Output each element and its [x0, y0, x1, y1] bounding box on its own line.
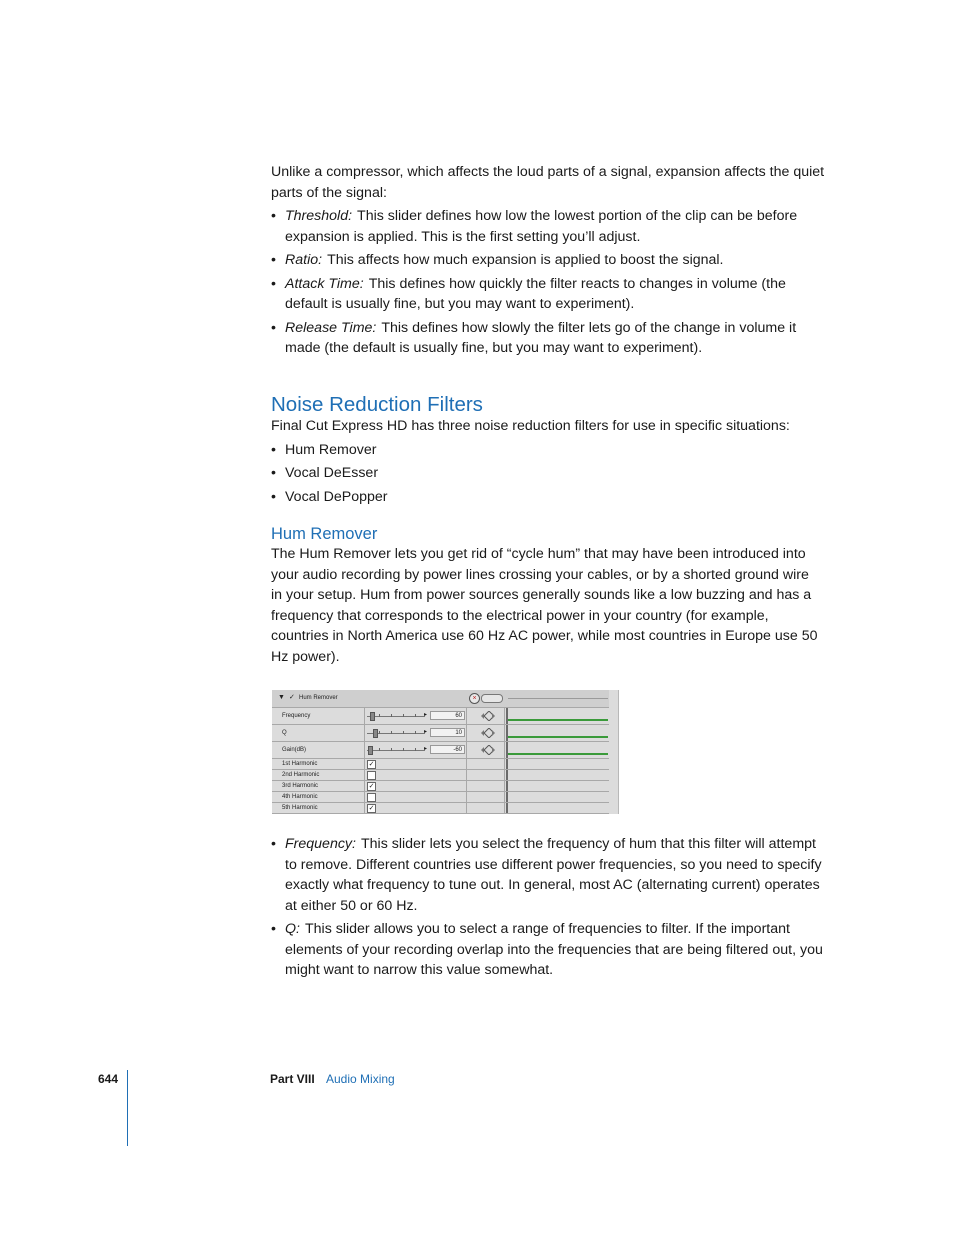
slider-arrow-icon[interactable]: ▸ [424, 712, 428, 718]
timeline-track [508, 698, 608, 699]
param-label: Gain(dB) [282, 747, 307, 753]
slider-tick [415, 731, 416, 734]
bullet: • [271, 441, 276, 458]
hum-paragraph: The Hum Remover lets you get rid of “cycle hum” that may have been introduced into your audio recording by power lines crossing your cables, or by a shorted ground wire in your setup. Hum from power sources generally sounds like a low buzzing and has a frequency that corresponds to the electrical power in your country (for example, countries in North America use 60 Hz AC power, while most countries in Europe use 50 Hz power). [271, 546, 818, 665]
footer-part: Part VIII [270, 1072, 315, 1086]
slider-tick [403, 714, 404, 717]
q-keyframe-line [508, 736, 608, 738]
slider-knob[interactable] [373, 729, 378, 738]
bullet: • [271, 836, 276, 852]
disclosure-triangle-icon[interactable]: ▼ [278, 694, 285, 701]
intro-paragraph: Unlike a compressor, which affects the loud parts of a signal, expansion affects the quiet parts of the signal: [271, 164, 825, 201]
list-item [271, 440, 831, 461]
filter-name: Hum Remover [285, 441, 377, 458]
bullet: • [271, 319, 276, 336]
param-row-harmonic [272, 781, 609, 792]
param-label: 1st Harmonic [282, 761, 318, 767]
subsection-title: Hum Remover [271, 525, 378, 543]
param-label: Q [282, 730, 287, 736]
filter-header-label: Hum Remover [299, 695, 338, 701]
slider-tick [391, 714, 392, 717]
slider-tick [379, 714, 380, 717]
param-row-gain [272, 742, 609, 759]
param-label: Frequency [282, 713, 311, 719]
term: Q: [285, 921, 300, 937]
definition: This slider allows you to select a range of frequencies to filter. If the important elements of your recording overlap into the frequencies that are being filtered out, you might want to narrow this value somewhat. [285, 921, 823, 978]
param-row-frequency [272, 708, 609, 725]
bullet: • [271, 488, 276, 505]
bullet: • [271, 465, 276, 481]
q-value-field[interactable]: 10 [430, 728, 465, 737]
list-item [271, 274, 826, 315]
harmonic-3-checkbox[interactable]: ✓ [368, 783, 375, 790]
frequency-keyframe-line [508, 719, 608, 721]
noise-section [271, 416, 831, 510]
expander-bullet-list [271, 206, 826, 359]
list-item [271, 487, 831, 508]
slider-arrow-icon[interactable]: ▸ [424, 729, 428, 735]
frequency-slider[interactable] [367, 716, 425, 717]
definition: This slider defines how low the lowest portion of the clip can be before expansion is applied. This is the first setting you’ll adjust. [285, 208, 798, 245]
filter-name: Vocal DePopper [285, 488, 388, 505]
slider-tick [391, 731, 392, 734]
page-number: 644 [98, 1072, 119, 1086]
list-item [271, 206, 826, 247]
slider-arrow-icon[interactable]: ▸ [424, 746, 428, 752]
gain-keyframe-line [508, 753, 608, 755]
expander-section [271, 162, 826, 362]
harmonic-1-checkbox[interactable]: ✓ [368, 761, 375, 768]
gain-value-field[interactable]: -60 [430, 745, 465, 754]
param-section [271, 834, 827, 984]
term: Release Time: [285, 319, 377, 336]
param-row-harmonic [272, 792, 609, 803]
term: Threshold: [285, 208, 353, 224]
param-row-harmonic [272, 803, 609, 814]
frequency-value-field[interactable]: 60 [430, 711, 465, 720]
slider-tick [379, 731, 380, 734]
filter-name: Vocal DeEsser [285, 465, 379, 481]
param-label: 3rd Harmonic [282, 783, 319, 789]
param-row-q [272, 725, 609, 742]
keyframe-button-icon[interactable] [480, 728, 496, 738]
enable-check-icon[interactable]: ✓ [289, 694, 295, 701]
bullet: • [271, 921, 276, 937]
slider-knob[interactable] [370, 712, 375, 721]
section-intro: Final Cut Express HD has three noise reduction filters for use in specific situations: [271, 418, 790, 434]
definition: This defines how quickly the filter reacts to changes in volume (the default is usually fine, but you may want to experiment). [285, 275, 786, 312]
bullet: • [271, 252, 276, 268]
term: Ratio: [285, 252, 323, 268]
panel-header-row [272, 690, 609, 708]
reset-icon[interactable]: × [469, 693, 480, 704]
list-item [271, 463, 831, 484]
slider-tick [379, 748, 380, 751]
keyframe-menu-icon[interactable] [481, 694, 503, 703]
param-row-harmonic [272, 770, 609, 781]
keyframe-button-icon[interactable] [480, 745, 496, 755]
slider-tick [391, 748, 392, 751]
footer-chapter: Audio Mixing [326, 1072, 395, 1086]
slider-tick [415, 748, 416, 751]
list-item [271, 250, 826, 271]
list-item [271, 318, 826, 359]
definition: This slider lets you select the frequency of hum that this filter will attempt to remove. Different countries use different power frequencies, so you need to specify exactly what frequency to tune out. In general, most AC (alternating current) operates at either 50 or 60 Hz. [285, 836, 822, 914]
slider-knob[interactable] [368, 746, 373, 755]
slider-tick [403, 748, 404, 751]
footer-rule [127, 1070, 128, 1146]
term: Frequency: [285, 836, 356, 852]
q-slider[interactable] [367, 733, 425, 734]
harmonic-4-checkbox[interactable] [367, 793, 376, 802]
keyframe-button-icon[interactable] [480, 711, 496, 721]
param-label: 2nd Harmonic [282, 772, 320, 778]
param-row-harmonic [272, 759, 609, 770]
param-bullet-list [271, 834, 827, 981]
bullet: • [271, 275, 276, 292]
section-title: Noise Reduction Filters [271, 393, 483, 416]
gain-slider[interactable] [367, 750, 425, 751]
harmonic-2-checkbox[interactable] [367, 771, 376, 780]
list-item [271, 834, 827, 916]
param-label: 4th Harmonic [282, 794, 318, 800]
list-item [271, 919, 827, 981]
definition: This affects how much expansion is applied to boost the signal. [327, 252, 724, 268]
term: Attack Time: [285, 275, 364, 292]
bullet: • [271, 208, 276, 224]
definition: This defines how slowly the filter lets go of the change in volume it made (the default is usually fine, but you may want to experiment). [285, 319, 797, 356]
filter-list [271, 440, 831, 508]
slider-tick [403, 731, 404, 734]
harmonic-5-checkbox[interactable]: ✓ [368, 805, 375, 812]
hum-remover-filter-panel [272, 690, 619, 814]
slider-tick [415, 714, 416, 717]
param-label: 5th Harmonic [282, 805, 318, 811]
